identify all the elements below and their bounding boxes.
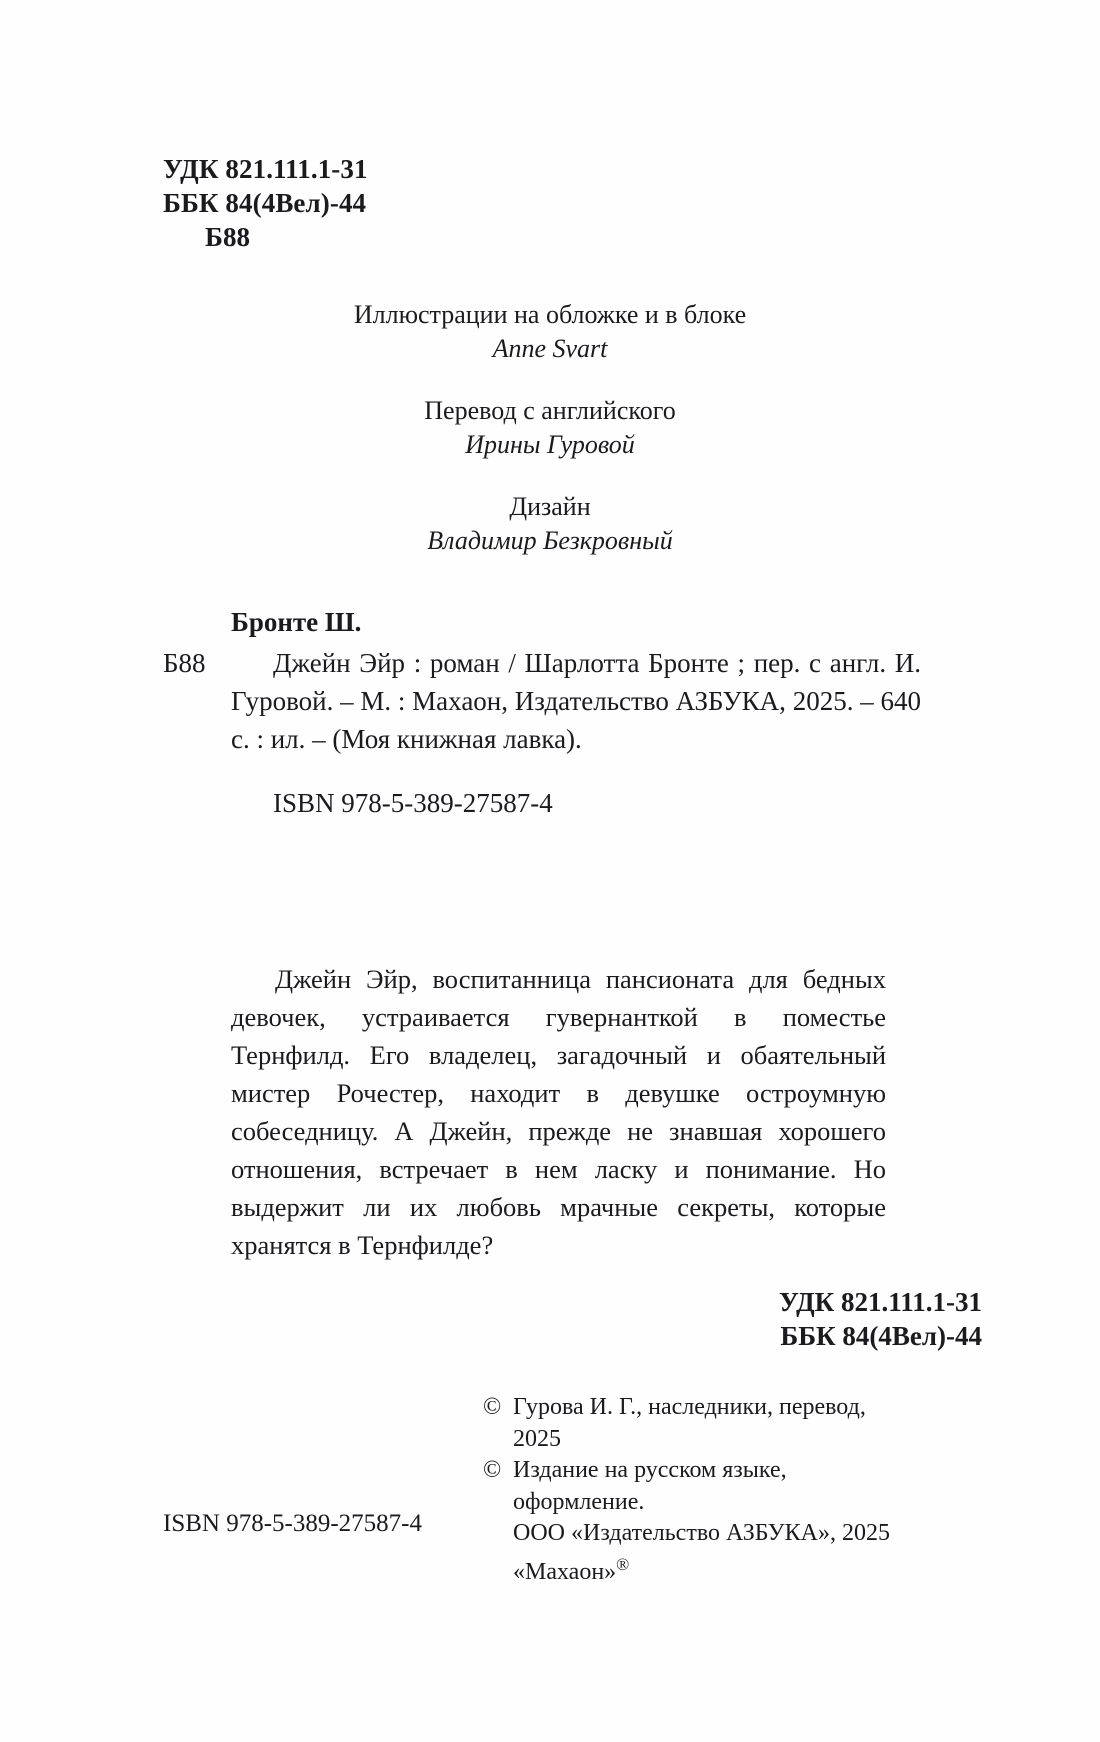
credit-role-translation: Перевод с английского [424,396,676,425]
copyright-item-translation [483,1392,903,1423]
credit-design [0,490,1100,558]
copyright-translation-line-1: Гурова И. Г., наследники, перевод, [513,1394,866,1420]
copyright-edition-line-4 [483,1549,903,1588]
credit-role-design: Дизайн [509,492,591,521]
credit-name-translator: Ирины Гуровой [465,430,635,459]
udc-code-bottom: УДК 821.111.1-31 [778,1287,982,1317]
bbk-code-top: ББК 84(4Вел)-44 [163,188,367,218]
credit-name-illustrator: Anne Svart [492,334,608,363]
copyright-translation-line-2: 2025 [513,1426,561,1452]
classification-top-block [163,152,368,254]
biblio-isbn: ISBN 978-5-389-27587-4 [273,788,553,818]
copyright-edition-line-1: Издание на русском языке, [513,1457,787,1483]
udc-code-top: УДК 821.111.1-31 [163,154,368,184]
credit-role-illustrations: Иллюстрации на обложке и в блоке [353,300,747,329]
book-annotation: Джейн Эйр, воспитанница пансионата для бедных девочек, устраивается гувернанткой в поместье Тернфилд. Его владелец, загадочный и обаятельный мистер Рочестер, находит в девушке остроумную собеседницу. А Джейн, прежде не знавшая хорошего отношения, встречает в нем ласку и понимание. Но выдержит ли их любовь мрачные секреты, которые хранятся в Тернфилде? [231,964,886,1260]
credits-block [0,298,1100,558]
biblio-description: Джейн Эйр : роман / Шарлотта Бронте ; пер. с англ. И. Гуровой. – М. : Махаон, Издательство АЗБУКА, 2025. – 640 с. : ил. – (Моя книжная лавка). [231,648,921,754]
biblio-author-mark: Б88 [163,648,206,678]
biblio-author: Бронте Ш. [231,607,362,637]
credit-name-designer: Владимир Безкровный [427,526,673,555]
bibliographic-record [163,604,923,822]
classification-bottom-block [779,1285,982,1353]
registered-trademark-icon: ® [616,1555,630,1574]
isbn-footer: ISBN 978-5-389-27587-4 [163,1510,423,1537]
credit-translation [0,394,1100,462]
copyright-symbol-icon: © [483,1394,502,1420]
imprint-name: «Махаон» [513,1559,617,1585]
copyright-edition-line-2: оформление. [513,1489,645,1515]
author-mark-top: Б88 [205,222,251,252]
copyright-notices [483,1392,903,1588]
copyright-symbol-icon-2: © [483,1457,502,1483]
credit-illustrations [0,298,1100,366]
bbk-code-bottom: ББК 84(4Вел)-44 [780,1321,982,1351]
copyright-item-edition [483,1455,903,1486]
biblio-body [163,644,923,822]
copyright-edition-line-3: ООО «Издательство АЗБУКА», 2025 [513,1520,891,1546]
